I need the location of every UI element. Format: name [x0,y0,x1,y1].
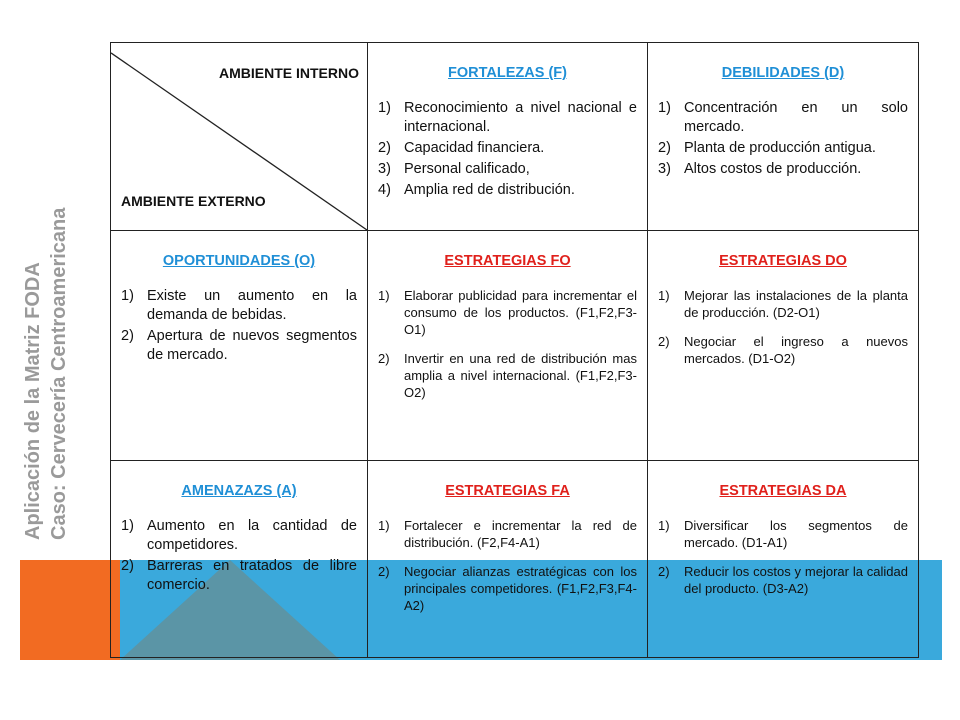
estrategias-da-cell [648,461,919,658]
list-item [658,333,908,367]
item-text: Amplia red de distribución. [404,182,575,198]
item-text: Capacidad financiera. [404,140,545,156]
item-number: 1) [378,518,390,533]
orange-block [20,560,120,660]
item-text: Fortalecer e incrementar la red de distribución. (F2,F4-A1) [404,518,637,550]
oportunidades-title: OPORTUNIDADES (O) [162,253,316,269]
fortalezas-cell [368,43,648,231]
amenazas-title: AMENAZAZS (A) [181,483,297,499]
item-text: Negociar el ingreso a nuevos mercados. (D1-O2) [684,334,908,366]
item-number: 2) [378,351,390,366]
list-item [658,99,908,137]
estrategias-fo-title: ESTRATEGIAS FO [444,253,571,269]
list-item [658,517,908,551]
amenazas-cell [111,461,368,658]
item-number: 2) [121,558,134,574]
item-number: 3) [378,161,391,177]
item-number: 2) [658,140,671,156]
item-number: 1) [658,288,670,303]
item-text: Existe un aumento en la demanda de bebidas. [147,288,357,323]
item-text: Aumento en la cantidad de competidores. [147,518,357,553]
item-number: 1) [658,518,670,533]
item-text: Concentración en un solo mercado. [684,100,908,135]
item-number: 1) [121,288,134,304]
item-text: Reducir los costos y mejorar la calidad del producto. (D3-A2) [684,564,908,596]
estrategias-da-list [648,517,918,597]
item-text: Planta de producción antigua. [684,140,876,156]
item-text: Mejorar las instalaciones de la planta de producción. (D2-O1) [684,288,908,320]
estrategias-fa-list [368,517,647,614]
estrategias-do-cell [648,231,919,461]
estrategias-fa-title: ESTRATEGIAS FA [445,483,570,499]
list-item [378,139,637,158]
item-number: 3) [658,161,671,177]
item-number: 2) [658,334,670,349]
fortalezas-list [368,99,647,200]
list-item [658,563,908,597]
debilidades-cell [648,43,919,231]
list-item [121,287,357,325]
list-item [121,327,357,365]
estrategias-fa-cell [368,461,648,658]
header-corner-cell [111,43,368,231]
item-text: Altos costos de producción. [684,161,862,177]
list-item [378,287,637,338]
item-number: 2) [121,328,134,344]
item-text: Reconocimiento a nivel nacional e internacional. [404,100,637,135]
item-text: Invertir en una red de distribución mas amplia a nivel internacional. (F1,F2,F3-O2) [404,351,637,400]
list-item [121,557,357,595]
list-item [378,99,637,137]
list-item [121,517,357,555]
item-text: Diversificar los segmentos de mercado. (D1-A1) [684,518,908,550]
item-number: 2) [378,564,390,579]
side-title-line2: Caso: Cervecería Centroamericana [48,207,70,540]
item-text: Barreras en tratados de libre comercio. [147,558,357,593]
ambiente-interno-label: AMBIENTE INTERNO [219,65,359,81]
estrategias-fo-cell [368,231,648,461]
item-number: 1) [378,100,391,116]
list-item [658,160,908,179]
item-number: 2) [378,140,391,156]
item-number: 1) [658,100,671,116]
item-text: Apertura de nuevos segmentos de mercado. [147,328,357,363]
fortalezas-title: FORTALEZAS (F) [448,65,567,81]
list-item [378,563,637,614]
item-number: 1) [378,288,390,303]
item-number: 4) [378,182,391,198]
item-number: 2) [658,564,670,579]
estrategias-da-title: ESTRATEGIAS DA [719,483,847,499]
item-text: Elaborar publicidad para incrementar el consumo de los productos. (F1,F2,F3-O1) [404,288,637,337]
debilidades-list [648,99,918,179]
oportunidades-cell [111,231,368,461]
side-title-line1: Aplicación de la Matriz FODA [22,262,44,540]
list-item [658,287,908,321]
estrategias-do-title: ESTRATEGIAS DO [719,253,847,269]
amenazas-list [111,517,367,595]
item-text: Personal calificado, [404,161,530,177]
list-item [378,517,637,551]
estrategias-do-list [648,287,918,367]
item-number: 1) [121,518,134,534]
list-item [378,160,637,179]
debilidades-title: DEBILIDADES (D) [721,65,845,81]
oportunidades-list [111,287,367,365]
foda-matrix [110,42,919,658]
ambiente-externo-label: AMBIENTE EXTERNO [121,193,266,209]
estrategias-fo-list [368,287,647,401]
list-item [378,350,637,401]
list-item [658,139,908,158]
side-title [20,200,80,540]
list-item [378,181,637,200]
item-text: Negociar alianzas estratégicas con los principales competidores. (F1,F2,F3,F4-A2) [404,564,637,613]
